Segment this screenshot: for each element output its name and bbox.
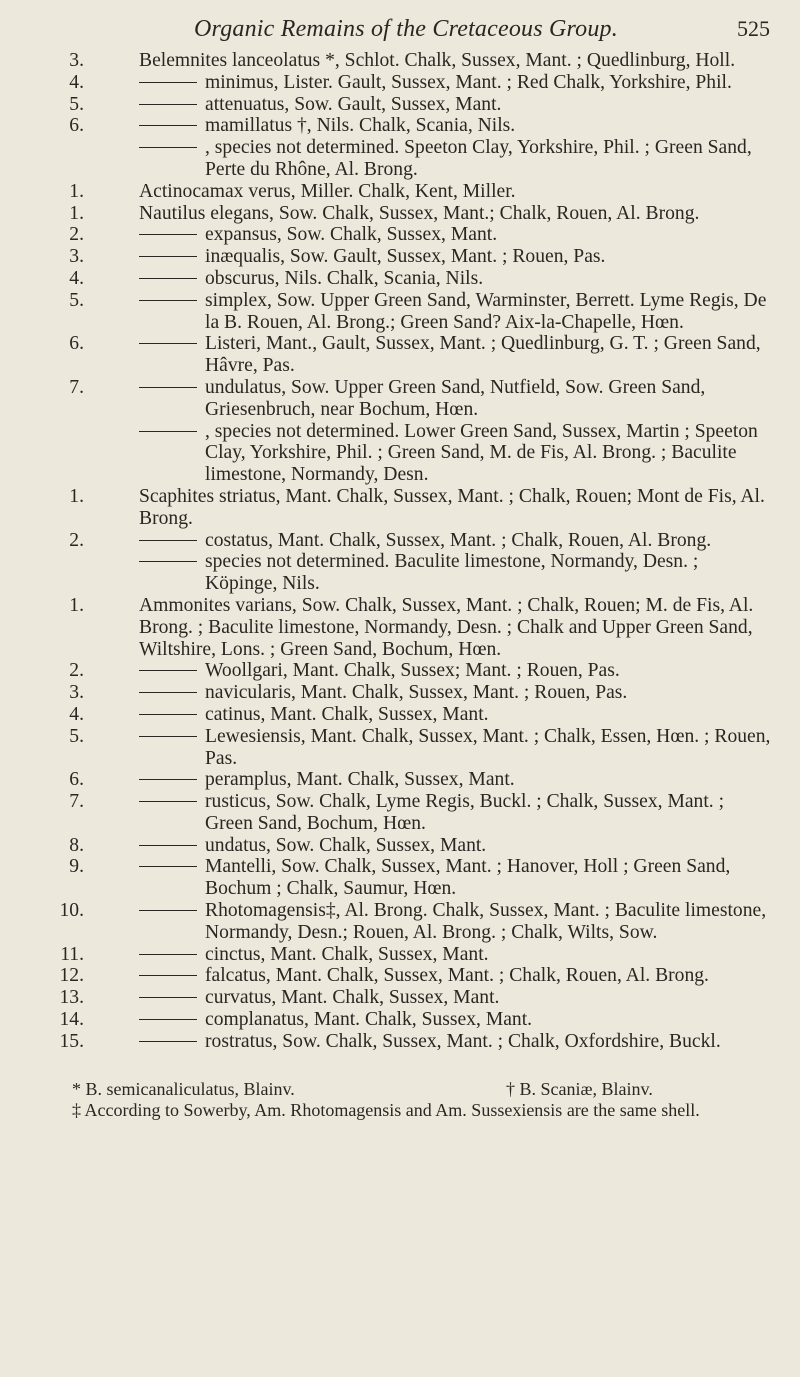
list-item	[38, 115, 774, 137]
ditto-rule	[139, 845, 197, 846]
ditto-rule	[139, 278, 197, 279]
page-header	[38, 10, 774, 48]
ditto-rule	[139, 387, 197, 388]
entry-text: curvatus, Mant. Chalk, Sussex, Mant.	[205, 987, 500, 1009]
entry-text: rostratus, Sow. Chalk, Sussex, Mant. ; Chalk, Oxfordshire, Buckl.	[205, 1030, 721, 1052]
ditto-rule	[139, 975, 197, 976]
entry-number: 9.	[69, 856, 84, 878]
entry-text: species not determined. Baculite limestone, Normandy, Desn. ; Köpinge, Nils.	[205, 551, 699, 595]
entry-text: complanatus, Mant. Chalk, Sussex, Mant.	[205, 1009, 533, 1031]
entry-number: 11.	[60, 943, 84, 965]
ditto-rule	[139, 431, 197, 432]
entry-number: 3.	[69, 246, 84, 268]
list-item	[38, 835, 774, 857]
entry-number: 3.	[69, 50, 84, 71]
entry-number: 3.	[69, 682, 84, 704]
ditto-rule	[139, 736, 197, 737]
footnote-dagger: † B. Scaniæ, Blainv.	[506, 1078, 653, 1099]
list-item	[38, 944, 774, 966]
ditto-rule	[139, 300, 197, 301]
entry-number: 6.	[69, 115, 84, 137]
footnote-row	[38, 1079, 774, 1100]
entry-number: 2.	[69, 224, 84, 246]
entry-number: 5.	[69, 725, 84, 747]
ditto-rule	[139, 866, 197, 867]
entry-text: falcatus, Mant. Chalk, Sussex, Mant. ; Chalk, Rouen, Al. Brong.	[205, 965, 709, 987]
entry-number: 4.	[69, 71, 84, 93]
ditto-rule	[139, 801, 197, 802]
list-item	[38, 421, 774, 486]
entry-text: catinus, Mant. Chalk, Sussex, Mant.	[205, 703, 489, 725]
list-item	[38, 551, 774, 595]
entry-text: undulatus, Sow. Upper Green Sand, Nutfield, Sow. Green Sand, Griesenbruch, near Bochum, Hœn.	[205, 376, 706, 420]
entry-text: navicularis, Mant. Chalk, Sussex, Mant. ; Rouen, Pas.	[205, 682, 628, 704]
entry-text: Belemnites lanceolatus *, Schlot. Chalk, Sussex, Mant. ; Quedlinburg, Holl.	[139, 50, 736, 71]
entry-text: mamillatus †, Nils. Chalk, Scania, Nils.	[205, 115, 516, 137]
footnote-double-dagger: ‡ According to Sowerby, Am. Rhotomagensis and Am. Sussexiensis are the same shell.	[72, 1099, 700, 1120]
entry-text: peramplus, Mant. Chalk, Sussex, Mant.	[205, 769, 515, 791]
species-list	[38, 50, 774, 1053]
list-item	[38, 660, 774, 682]
ditto-rule	[139, 954, 197, 955]
entry-number: 2.	[69, 529, 84, 551]
entry-number: 12.	[59, 965, 84, 987]
entry-text: Nautilus elegans, Sow. Chalk, Sussex, Mant.; Chalk, Rouen, Al. Brong.	[139, 202, 700, 224]
list-item	[38, 181, 774, 203]
entry-text: undatus, Sow. Chalk, Sussex, Mant.	[205, 834, 487, 856]
ditto-rule	[139, 234, 197, 235]
entry-text: , species not determined. Lower Green Sand, Sussex, Martin ; Speeton Clay, Yorkshire, Phil. ; Green Sand, M. de Fis, Al. Brong. ; Baculite limestone, Normandy, Desn.	[205, 420, 758, 486]
entry-number: 13.	[59, 987, 84, 1009]
entry-text: Ammonites varians, Sow. Chalk, Sussex, Mant. ; Chalk, Rouen; M. de Fis, Al. Brong. ; Baculite limestone, Normandy, Desn. ; Chalk and Upper Green Sand, Wiltshire, Lons. ; Green Sand, Bochum, Hœn.	[139, 594, 754, 660]
entry-number: 4.	[69, 267, 84, 289]
list-item	[38, 987, 774, 1009]
footnotes	[38, 1079, 774, 1121]
entry-number: 1.	[69, 485, 84, 507]
list-item	[38, 333, 774, 377]
entry-number: 7.	[69, 376, 84, 398]
entry-text: , species not determined. Speeton Clay, Yorkshire, Phil. ; Green Sand, Perte du Rhône, Al. Brong.	[205, 137, 752, 180]
entry-number: 15.	[59, 1030, 84, 1052]
entry-text: costatus, Mant. Chalk, Sussex, Mant. ; Chalk, Rouen, Al. Brong.	[205, 529, 712, 551]
ditto-rule	[139, 343, 197, 344]
list-item	[38, 94, 774, 116]
list-item	[38, 965, 774, 987]
entry-text: Listeri, Mant., Gault, Sussex, Mant. ; Quedlinburg, G. T. ; Green Sand, Hâvre, Pas.	[205, 333, 761, 377]
entry-text: Scaphites striatus, Mant. Chalk, Sussex, Mant. ; Chalk, Rouen; Mont de Fis, Al. Brong.	[139, 485, 765, 529]
entry-text: Woollgari, Mant. Chalk, Sussex; Mant. ; Rouen, Pas.	[205, 660, 620, 682]
ditto-rule	[139, 540, 197, 541]
entry-text: Mantelli, Sow. Chalk, Sussex, Mant. ; Hanover, Holl ; Green Sand, Bochum ; Chalk, Saumur, Hœn.	[205, 856, 731, 900]
list-item	[38, 682, 774, 704]
ditto-rule	[139, 910, 197, 911]
ditto-rule	[139, 670, 197, 671]
ditto-rule	[139, 692, 197, 693]
entry-number: 7.	[69, 791, 84, 813]
entry-text: rusticus, Sow. Chalk, Lyme Regis, Buckl. ; Chalk, Sussex, Mant. ; Green Sand, Bochum, Hœn.	[205, 791, 725, 834]
list-item	[38, 726, 774, 770]
entry-text: cinctus, Mant. Chalk, Sussex, Mant.	[205, 943, 489, 965]
ditto-rule	[139, 561, 197, 562]
entry-number: 6.	[69, 333, 84, 355]
ditto-rule	[139, 714, 197, 715]
list-item	[38, 72, 774, 94]
entry-text: inæqualis, Sow. Gault, Sussex, Mant. ; Rouen, Pas.	[205, 246, 606, 268]
entry-number: 4.	[69, 703, 84, 725]
running-title: Organic Remains of the Cretaceous Group.	[194, 16, 618, 42]
entry-number: 8.	[69, 834, 84, 856]
ditto-rule	[139, 104, 197, 105]
entry-text: minimus, Lister. Gault, Sussex, Mant. ; Red Chalk, Yorkshire, Phil.	[205, 71, 732, 93]
entry-number: 14.	[59, 1009, 84, 1031]
ditto-rule	[139, 256, 197, 257]
list-item	[38, 486, 774, 530]
list-item	[38, 791, 774, 835]
page-number: 525	[737, 16, 770, 41]
list-item	[38, 268, 774, 290]
entry-number: 5.	[69, 289, 84, 311]
list-item	[38, 769, 774, 791]
list-item	[38, 856, 774, 900]
list-item	[38, 530, 774, 552]
entry-text: expansus, Sow. Chalk, Sussex, Mant.	[205, 224, 498, 246]
list-item	[38, 224, 774, 246]
list-item	[38, 246, 774, 268]
list-item	[38, 377, 774, 421]
list-item	[38, 1031, 774, 1053]
entry-number: 1.	[69, 202, 84, 224]
list-item	[38, 137, 774, 181]
entry-text: Lewesiensis, Mant. Chalk, Sussex, Mant. ; Chalk, Essen, Hœn. ; Rouen, Pas.	[205, 725, 771, 769]
entry-text: obscurus, Nils. Chalk, Scania, Nils.	[205, 267, 484, 289]
ditto-rule	[139, 1041, 197, 1042]
list-item	[38, 1009, 774, 1031]
ditto-rule	[139, 997, 197, 998]
ditto-rule	[139, 779, 197, 780]
entry-number: 1.	[69, 180, 84, 202]
entry-text: attenuatus, Sow. Gault, Sussex, Mant.	[205, 93, 502, 115]
list-item	[38, 290, 774, 334]
list-item	[38, 704, 774, 726]
entry-text: Actinocamax verus, Miller. Chalk, Kent, Miller.	[139, 180, 516, 202]
ditto-rule	[139, 147, 197, 148]
entry-number: 10.	[59, 900, 84, 922]
footnote-star: * B. semicanaliculatus, Blainv.	[72, 1078, 295, 1099]
list-item	[38, 595, 774, 660]
entry-number: 6.	[69, 769, 84, 791]
list-item	[38, 203, 774, 225]
ditto-rule	[139, 1019, 197, 1020]
list-item	[38, 50, 774, 72]
entry-text: simplex, Sow. Upper Green Sand, Warminster, Berrett. Lyme Regis, De la B. Rouen, Al. Brong.; Green Sand? Aix-la-Chapelle, Hœn.	[205, 289, 767, 333]
ditto-rule	[139, 125, 197, 126]
entry-number: 5.	[69, 93, 84, 115]
ditto-rule	[139, 82, 197, 83]
entry-number: 2.	[69, 660, 84, 682]
entry-text: Rhotomagensis‡, Al. Brong. Chalk, Sussex, Mant. ; Baculite limestone, Normandy, Desn.; Rouen, Al. Brong. ; Chalk, Wilts, Sow.	[205, 900, 767, 943]
spacer	[38, 1053, 774, 1075]
list-item	[38, 900, 774, 944]
entry-number: 1.	[69, 594, 84, 616]
